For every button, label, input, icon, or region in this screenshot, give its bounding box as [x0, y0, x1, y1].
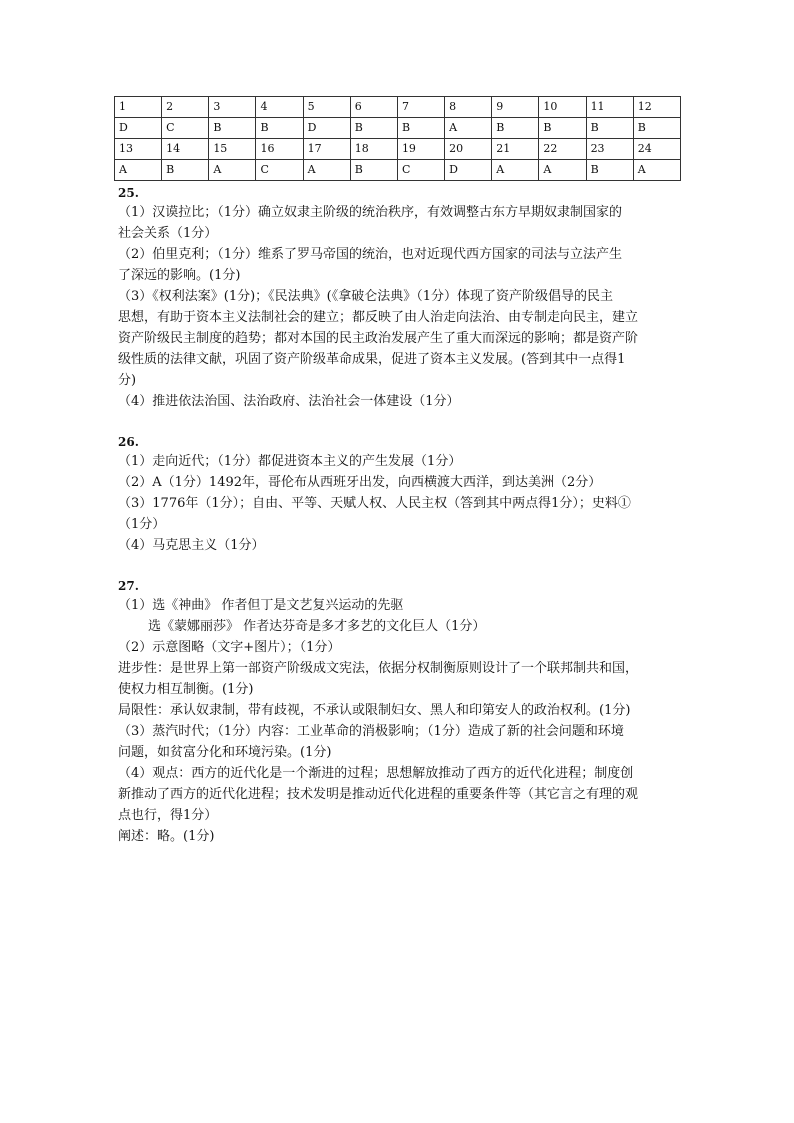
answer-cell: B	[633, 118, 680, 139]
answer-line: 问题，如贫富分化和环境污染。(1分)	[118, 745, 332, 760]
question-27	[118, 577, 688, 847]
question-number-cell: 18	[350, 139, 397, 160]
section-gap	[118, 412, 688, 433]
answer-key-row	[115, 118, 681, 139]
question-number-cell: 21	[492, 139, 539, 160]
answer-cell: D	[445, 160, 492, 181]
answer-cell: A	[492, 160, 539, 181]
question-number-cell: 20	[445, 139, 492, 160]
question-number-cell: 3	[209, 97, 256, 118]
answer-line: 阐述：略。(1分)	[118, 829, 215, 844]
answer-cell: B	[586, 118, 633, 139]
answer-line: （1分）	[118, 517, 166, 532]
answer-line: 思想，有助于资本主义法制社会的建立；都反映了由人治走向法治、由专制走向民主，建立	[118, 310, 639, 325]
answer-line: （2）示意图略（文字+图片）；（1分）	[118, 640, 341, 655]
question-number-row	[115, 139, 681, 160]
question-number-cell: 7	[397, 97, 444, 118]
answer-line: 局限性：承认奴隶制，带有歧视，不承认或限制妇女、黑人和印第安人的政治权利。(1分)	[118, 703, 631, 718]
answer-cell: B	[397, 118, 444, 139]
section-gap	[118, 556, 688, 577]
question-number-cell: 13	[115, 139, 162, 160]
question-number-row	[115, 97, 681, 118]
question-number-cell: 22	[539, 139, 586, 160]
answer-cell: B	[256, 118, 303, 139]
question-number-cell: 2	[162, 97, 209, 118]
question-number-cell: 4	[256, 97, 303, 118]
question-26	[118, 433, 688, 556]
question-number: 27.	[118, 579, 139, 593]
answer-line: 级性质的法律文献，巩固了资产阶级革命成果，促进了资本主义发展。(答到其中一点得1	[118, 352, 626, 367]
answer-cell: C	[256, 160, 303, 181]
answer-table	[114, 96, 681, 181]
answer-line: （2）伯里克利；（1分）维系了罗马帝国的统治，也对近现代西方国家的司法与立法产生	[118, 247, 623, 262]
question-number-cell: 19	[397, 139, 444, 160]
question-number-cell: 14	[162, 139, 209, 160]
answer-line: 选《蒙娜丽莎》 作者达芬奇是多才多艺的文化巨人（1分）	[148, 619, 486, 634]
question-number-cell: 6	[350, 97, 397, 118]
question-number-cell: 8	[445, 97, 492, 118]
answer-cell: A	[633, 160, 680, 181]
question-25	[118, 184, 688, 412]
answer-line: 资产阶级民主制度的趋势；都对本国的民主政治发展产生了重大而深远的影响；都是资产阶	[118, 331, 639, 346]
answer-cell: B	[492, 118, 539, 139]
answer-line: （1）汉谟拉比；（1分）确立奴隶主阶级的统治秩序，有效调整古东方早期奴隶制国家的	[118, 205, 623, 220]
answer-key-row	[115, 160, 681, 181]
answer-cell: C	[397, 160, 444, 181]
answer-cell: A	[115, 160, 162, 181]
question-number-cell: 11	[586, 97, 633, 118]
answer-cell: D	[303, 118, 350, 139]
answer-cell: B	[586, 160, 633, 181]
answer-line: （4）推进依法治国、法治政府、法治社会一体建设（1分）	[118, 394, 460, 409]
answer-line: （3）蒸汽时代；（1分）内容：工业革命的消极影响；（1分）造成了新的社会问题和环境	[118, 724, 624, 739]
answer-line: 新推动了西方的近代化进程；技术发明是推动近代化进程的重要条件等（其它言之有理的观	[118, 787, 639, 802]
answer-cell: A	[539, 160, 586, 181]
answer-cell: A	[303, 160, 350, 181]
question-number-cell: 5	[303, 97, 350, 118]
answer-line: （4）观点：西方的近代化是一个渐进的过程；思想解放推动了西方的近代化进程；制度创	[118, 766, 634, 781]
answer-cell: A	[209, 160, 256, 181]
question-number-cell: 24	[633, 139, 680, 160]
question-number-cell: 15	[209, 139, 256, 160]
question-number-cell: 12	[633, 97, 680, 118]
answer-cell: B	[350, 160, 397, 181]
answer-line: 了深远的影响。(1分)	[118, 268, 241, 283]
answer-cell: B	[539, 118, 586, 139]
answer-content	[118, 184, 688, 847]
answer-line: 点也行，得1分）	[118, 808, 218, 823]
answer-cell: B	[350, 118, 397, 139]
answer-cell: A	[445, 118, 492, 139]
answer-cell: B	[162, 160, 209, 181]
question-number-cell: 9	[492, 97, 539, 118]
answer-line: 进步性：是世界上第一部资产阶级成文宪法，依据分权制衡原则设计了一个联邦制共和国，	[118, 661, 639, 676]
question-number-cell: 17	[303, 139, 350, 160]
answer-line: 分)	[118, 373, 137, 388]
question-number: 26.	[118, 435, 139, 449]
answer-line: 使权力相互制衡。(1分)	[118, 682, 254, 697]
question-number-cell: 1	[115, 97, 162, 118]
answer-line: （1）走向近代；（1分）都促进资本主义的产生发展（1分）	[118, 454, 462, 469]
question-number-cell: 16	[256, 139, 303, 160]
question-number: 25.	[118, 186, 139, 200]
question-number-cell: 10	[539, 97, 586, 118]
answer-line: 社会关系（1分）	[118, 226, 218, 241]
answer-cell: D	[115, 118, 162, 139]
answer-line: （3）《权利法案》(1分)；《民法典》(《拿破仑法典》（1分）体现了资产阶级倡导的民主	[118, 289, 614, 304]
answer-line: （2）A（1分）1492年，哥伦布从西班牙出发，向西横渡大西洋，到达美洲（2分）	[118, 475, 602, 490]
question-number-cell: 23	[586, 139, 633, 160]
answer-cell: B	[209, 118, 256, 139]
answer-cell: C	[162, 118, 209, 139]
answer-line: （1）选《神曲》 作者但丁是文艺复兴运动的先驱	[118, 598, 404, 613]
answer-line: （4）马克思主义（1分）	[118, 538, 265, 553]
answer-line: （3）1776年（1分）；自由、平等、天赋人权、人民主权（答到其中两点得1分）；史料①	[118, 496, 631, 511]
